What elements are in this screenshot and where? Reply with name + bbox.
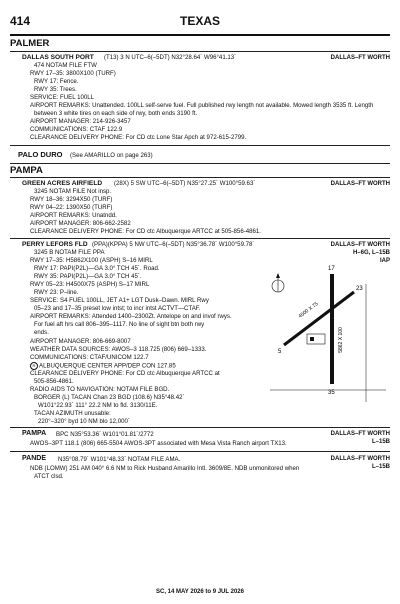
building-icon xyxy=(310,337,314,341)
chart-reference: L–15B xyxy=(371,464,390,470)
airport-manager: AIRPORT MANAGER: 806-669-8007 xyxy=(30,338,131,345)
chart-reference: H–6G, L–15B xyxy=(352,250,390,256)
app-dep-con: ALBUQUERQUE CENTER APP/DEP CON 127.85 xyxy=(39,362,176,370)
runway-line: RWY 17–35: 3800X100 (TURF) xyxy=(30,70,116,77)
radio-aids: RADIO AIDS TO NAVIGATION: NOTAM FILE BGD. xyxy=(30,386,170,393)
airport-name: GREEN ACRES AIRFIELD xyxy=(22,180,103,187)
facility-name: PANDE xyxy=(22,455,46,462)
runway-line: RWY 04–22: 1390X50 (TURF) xyxy=(30,204,113,211)
runway-remark: RWY 23: P–line. xyxy=(34,289,79,296)
airport-remarks: AIRPORT REMARKS: Unatndd. xyxy=(30,212,117,219)
ndb-info-cont: ATCT clsd. xyxy=(34,473,64,480)
airport-name: PERRY LEFORS FLD xyxy=(22,241,88,248)
airport-remarks-cont: For fuel aft hrs call 806–395–1117. No line of sight btn both rwy xyxy=(34,321,205,328)
divider xyxy=(10,145,390,146)
airport-remarks-cont: between 3 white tires on each side of rwy, both ends 3190 ft. xyxy=(34,110,198,117)
navaid-line: BORGER (L) TACAN Chan 23 BGD (108.6) N35°48.42´ xyxy=(34,394,185,401)
runway-17-35-label: 5862 X 100 xyxy=(338,327,344,353)
navaid-line-cont: TACAN AZIMUTH unusable: xyxy=(34,410,111,417)
ndb-info: NDB (LOMW) 251 AM 040° 6.6 NM to Rick Husband Amarillo Intl. 3609/8E. NDB unmonitored when xyxy=(30,465,300,472)
airport-details: (T13) 3 N UTC–6(–5DT) N32°28.64´ W96°41.13´ xyxy=(104,54,237,61)
page-number: 414 xyxy=(10,14,31,28)
see-reference: (See AMARILLO on page 263) xyxy=(70,152,153,159)
elevation-notam: 3245 NOTAM FILE Not insp. xyxy=(34,188,112,195)
runway-end-5: 5 xyxy=(278,349,282,355)
elevation-notam: 474 NOTAM FILE FTW xyxy=(34,62,97,69)
center-name: DALLAS–FT WORTH xyxy=(330,55,390,61)
facility-details: BPC N35°53.36´ W101°01.81´/2772 xyxy=(56,431,154,438)
clearance-delivery-cont: 505-856-4861. xyxy=(34,378,74,385)
clearance-delivery: CLEARANCE DELIVERY PHONE: For CD ctc Albuquerque ARTCC at 505-856-4861. xyxy=(30,228,261,235)
divider xyxy=(10,427,390,428)
airport-details: (28X) 5 SW UTC–6(–5DT) N35°27.25´ W100°59.63´ xyxy=(114,180,256,187)
clearance-delivery: CLEARANCE DELIVERY PHONE: For CD ctc Albuquerque ARTCC at xyxy=(30,370,220,377)
clearance-delivery: CLEARANCE DELIVERY PHONE: For CD ctc Lone Star Apch at 972-615-2799. xyxy=(30,134,247,141)
airport-remarks-cont: ends. xyxy=(34,329,49,336)
app-dep-line xyxy=(30,362,176,370)
effective-dates: SC, 14 MAY 2026 to 9 JUL 2026 xyxy=(156,589,244,595)
airport-manager: AIRPORT MANAGER: 214-926-3457 xyxy=(30,118,131,125)
weather-sources: WEATHER DATA SOURCES: AWOS–3 118.725 (806) 669–1333. xyxy=(30,346,207,353)
airport-remarks: AIRPORT REMARKS: Unattended. 100LL self-serve fuel. Full published rwy length not available. Mowed length 3535 ft. Length xyxy=(30,102,374,109)
runway-end-35: 35 xyxy=(328,390,335,396)
runway-remark: RWY 17: Fence. xyxy=(34,78,79,85)
service-line-cont: 05–23 and 17–35 preset low intst; to incr intst ACTVT—CTAF. xyxy=(34,305,201,312)
facility-details: N35°08.79´ W101°48.33´ NOTAM FILE AMA. xyxy=(58,456,181,463)
elevation-notam: 3245 B NOTAM FILE PPA xyxy=(34,249,105,256)
runway-line: RWY 17–35: H5862X100 (ASPH) S–16 MIRL xyxy=(30,257,153,264)
rco-icon: R xyxy=(30,362,38,370)
iap-reference: IAP xyxy=(379,258,390,264)
city-palmer: PALMER xyxy=(10,38,50,49)
center-name: DALLAS–FT WORTH xyxy=(330,242,390,248)
apron xyxy=(307,334,325,344)
divider xyxy=(10,238,390,239)
navaid-line-cont: W101°22.93´ 111° 22.2 NM to fld. 3130/11E. xyxy=(38,402,158,409)
airport-diagram xyxy=(270,266,390,410)
runway-end-17: 17 xyxy=(328,266,335,272)
communications: COMMUNICATIONS: CTAF 122.9 xyxy=(30,126,123,133)
runway-line: RWY 18–36: 3294X50 (TURF) xyxy=(30,196,113,203)
divider xyxy=(10,451,390,452)
header-rule xyxy=(10,34,390,36)
page-header xyxy=(10,14,390,30)
divider xyxy=(10,163,390,164)
airport-remarks: AIRPORT REMARKS: Attended 1400–2300Zt. Antelope on and invof rwys. xyxy=(30,313,232,320)
communications: COMMUNICATIONS: CTAF/UNICOM 122.7 xyxy=(30,354,149,361)
city-palo-duro: PALO DURO xyxy=(18,150,63,159)
runway-05-23-label: 4500 X 75 xyxy=(297,301,320,320)
city-pampa: PAMPA xyxy=(10,165,43,176)
navaid-line-cont: 220°–320° byd 10 NM blo 12,000´ xyxy=(38,418,130,425)
center-name: DALLAS–FT WORTH xyxy=(330,431,390,437)
airport-name: DALLAS SOUTH PORT xyxy=(22,54,94,61)
runway-end-23: 23 xyxy=(356,286,363,292)
runway-remark: RWY 35: PAPI(P2L)—GA 3.0° TCH 45´. xyxy=(34,273,142,280)
runway-line: RWY 05–23: H4500X75 (ASPH) S–17 MIRL xyxy=(30,281,150,288)
airport-manager: AIRPORT MANAGER: 806-662-2582 xyxy=(30,220,131,227)
center-name: DALLAS–FT WORTH xyxy=(330,181,390,187)
facility-name: PAMPA xyxy=(22,430,47,437)
airport-details: (PPA)(KPPA) 5 NW UTC–6(–5DT) N35°36.78´ W100°59.78´ xyxy=(92,241,255,248)
service-line: SERVICE: S4 FUEL 100LL, JET A1+ LGT Dusk–Dawn. MIRL Rwy xyxy=(30,297,209,304)
service-line: SERVICE: FUEL 100LL xyxy=(30,94,95,101)
north-arrowhead-icon xyxy=(276,273,280,278)
runway-remark: RWY 17: PAPI(P2L)—GA 3.0° TCH 45´. Road. xyxy=(34,265,160,272)
divider xyxy=(10,177,390,178)
state-title: TEXAS xyxy=(179,14,220,28)
center-name: DALLAS–FT WORTH xyxy=(330,456,390,462)
divider xyxy=(10,51,390,52)
awos-info: AWOS–3PT 118.1 (806) 665-5504 AWOS-3PT associated with Mesa Vista Ranch airport TX13. xyxy=(30,440,287,447)
runway-remark: RWY 35: Trees. xyxy=(34,86,77,93)
chart-reference: L–15B xyxy=(371,439,390,445)
